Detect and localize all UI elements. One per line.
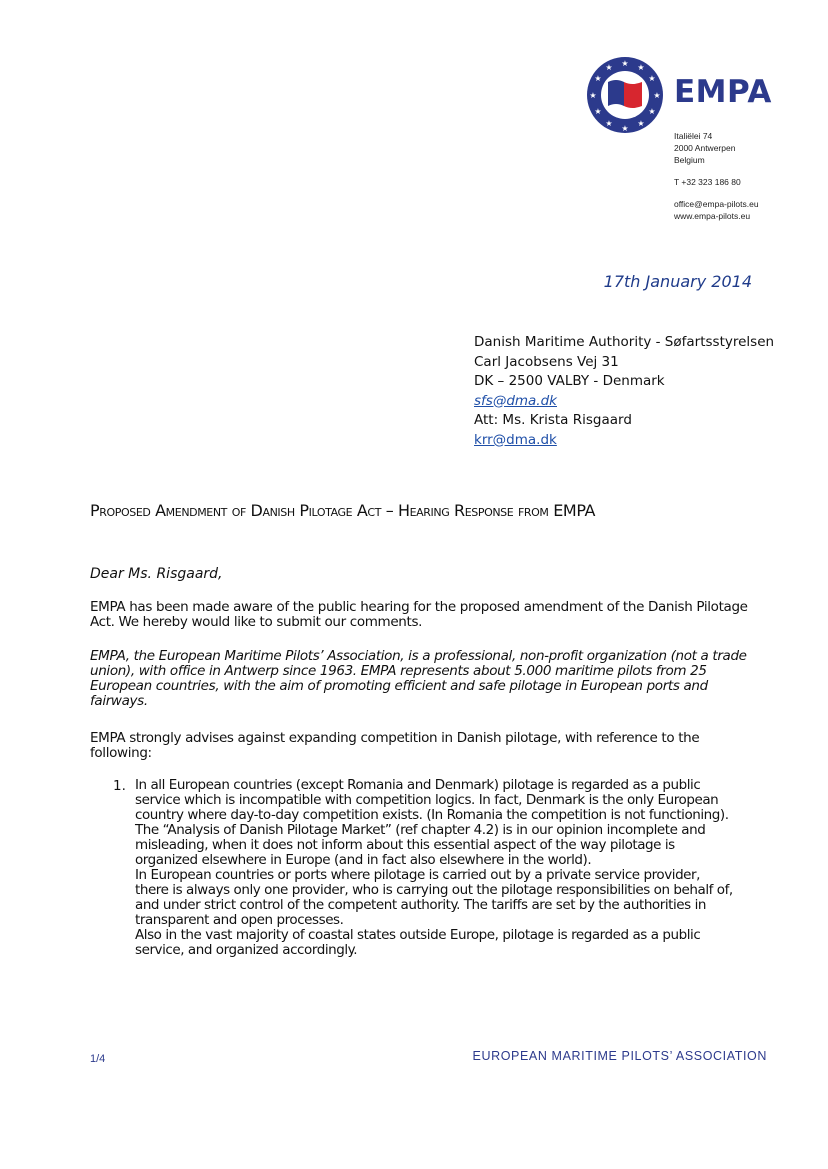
salutation: Dear Ms. Risgaard, — [90, 566, 223, 582]
body-paragraph-1: EMPA has been made aware of the public hearing for the proposed amendment of the Danish Pilotage Act. We hereby would like to submit our comments. — [90, 599, 748, 630]
svg-text:★: ★ — [589, 91, 597, 100]
svg-text:★: ★ — [637, 63, 645, 72]
svg-text:★: ★ — [594, 74, 602, 83]
svg-text:★: ★ — [648, 107, 656, 116]
svg-text:★: ★ — [621, 59, 629, 68]
svg-text:★: ★ — [621, 124, 629, 133]
list-item-text-3: Also in the vast majority of coastal states outside Europe, pilotage is regarded as a public service, and organized accordingly. — [135, 927, 701, 958]
letter-title: Proposed Amendment of Danish Pilotage Act – Hearing Response from EMPA — [90, 501, 596, 520]
logo-wordmark: EMPA — [674, 74, 772, 110]
sender-address — [674, 130, 814, 222]
recipient-attention: Att: Ms. Krista Risgaard — [474, 412, 632, 428]
recipient-line-2: Carl Jacobsens Vej 31 — [474, 353, 619, 370]
empa-emblem-icon — [586, 56, 664, 134]
svg-text:★: ★ — [648, 74, 656, 83]
recipient-line-3: DK – 2500 VALBY - Denmark — [474, 373, 665, 389]
address-country: Belgium — [674, 155, 705, 165]
address-phone: T +32 323 186 80 — [674, 177, 741, 187]
address-website: www.empa-pilots.eu — [674, 211, 751, 221]
empa-logo — [586, 56, 772, 134]
list-item-number: 1. — [113, 778, 126, 794]
address-street: Italiëlei 74 — [674, 131, 713, 141]
svg-text:★: ★ — [605, 63, 613, 72]
recipient-block — [474, 333, 794, 450]
footer-organization: EUROPEAN MARITIME PILOTS’ ASSOCIATION — [472, 1049, 767, 1063]
page-number: 1/4 — [90, 1053, 106, 1065]
list-item-text-1: In all European countries (except Romania and Denmark) pilotage is regarded as a public service which is incompatible with competition logics. In fact, Denmark is the only European country where day-to-day competition exists. (In Romania the competition is not functioning). The “Analysis of Danish Pilotage Market” (ref chapter 4.2) is in our opinion incomplete and misleading, when it does not inform about this essential aspect of the way pilotage is organized elsewhere in Europe (and in fact also elsewhere in the world). — [135, 777, 729, 868]
attention-email-link[interactable]: krr@dma.dk — [474, 431, 557, 448]
recipient-email-link[interactable]: sfs@dma.dk — [474, 392, 557, 409]
body-paragraph-2: EMPA, the European Maritime Pilots’ Association, is a professional, non-profit organization (not a trade union), with office in Antwerp since 1963. EMPA represents about 5.000 maritime pilots from 25 European countries, with the aim of promoting efficient and safe pilotage in European ports and fairways. — [90, 648, 747, 709]
svg-text:★: ★ — [605, 119, 613, 128]
recipient-line-1: Danish Maritime Authority - Søfartsstyrelsen — [474, 334, 775, 350]
svg-text:★: ★ — [594, 107, 602, 116]
svg-text:★: ★ — [637, 119, 645, 128]
address-city: 2000 Antwerpen — [674, 143, 736, 153]
list-item-text-2: In European countries or ports where pilotage is carried out by a private service provider, there is always only one provider, who is carrying out the pilotage responsibilities on behalf of, and under strict control of the competent authority. The tariffs are set by the authorities in transparent and open processes. — [135, 867, 733, 928]
svg-text:★: ★ — [653, 91, 661, 100]
letter-date: 17th January 2014 — [603, 272, 752, 291]
list-item — [135, 778, 735, 958]
address-email: office@empa-pilots.eu — [674, 199, 759, 209]
body-paragraph-3: EMPA strongly advises against expanding competition in Danish pilotage, with reference to the following: — [90, 730, 700, 761]
